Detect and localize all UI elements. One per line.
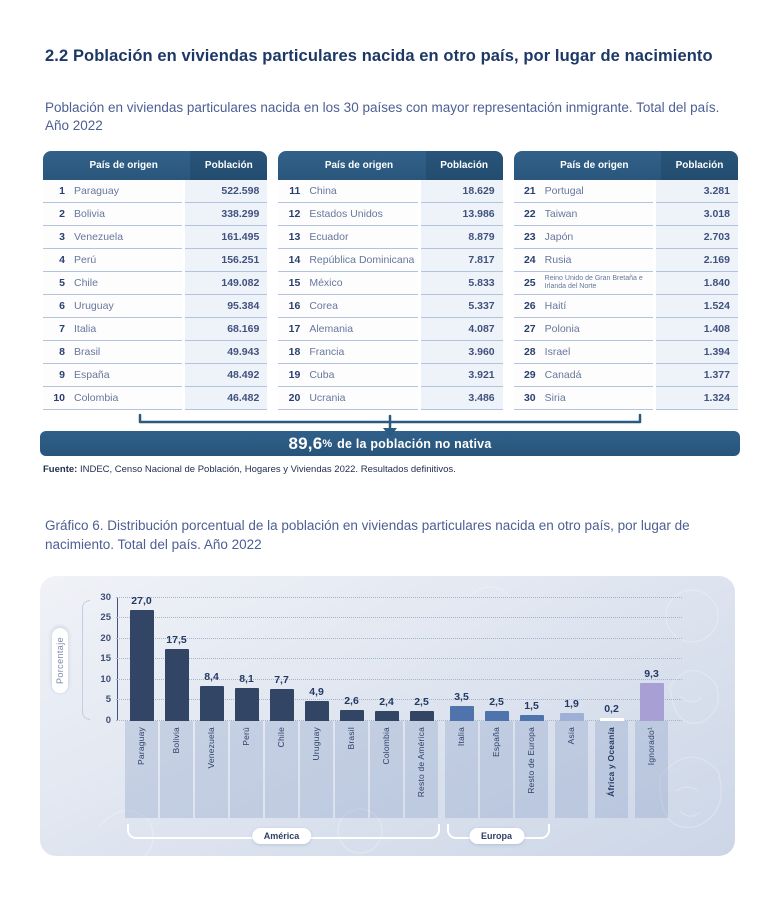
tables-to-banner-bracket bbox=[43, 413, 738, 437]
bar bbox=[600, 703, 624, 721]
x-axis-label: Colombia bbox=[381, 726, 392, 765]
column-header-country: País de origen bbox=[324, 160, 394, 172]
source-label: Fuente: bbox=[43, 464, 78, 476]
table-row bbox=[278, 180, 502, 203]
x-label-band bbox=[515, 721, 548, 818]
rank-cell: 1 bbox=[43, 180, 65, 203]
y-tick-label: 5 bbox=[105, 694, 111, 706]
population-cell: 338.299 bbox=[185, 203, 267, 226]
bar bbox=[485, 695, 509, 721]
bracket-icon bbox=[43, 413, 738, 437]
y-tick-label: 30 bbox=[100, 591, 111, 603]
country-cell: Estados Unidos bbox=[300, 203, 417, 226]
chart-bar-column bbox=[229, 598, 264, 818]
country-table bbox=[43, 151, 267, 410]
population-cell: 48.492 bbox=[185, 364, 267, 387]
rank-cell: 7 bbox=[43, 318, 65, 341]
rank-cell: 13 bbox=[278, 226, 300, 249]
rank-cell: 4 bbox=[43, 249, 65, 272]
table-row bbox=[43, 318, 267, 341]
plot-cell bbox=[369, 598, 404, 721]
table-caption: Población en viviendas particulares nacida en los 30 países con mayor representación inmigrante. Total del país. Año 2022 bbox=[45, 99, 720, 134]
bar bbox=[340, 695, 364, 721]
chart-bar-column bbox=[444, 598, 479, 818]
table-row bbox=[514, 203, 738, 226]
x-label-band bbox=[195, 721, 228, 818]
country-cell: Haití bbox=[536, 295, 653, 318]
x-label-band bbox=[230, 721, 263, 818]
rank-cell: 12 bbox=[278, 203, 300, 226]
population-cell: 3.281 bbox=[656, 180, 738, 203]
table-row bbox=[278, 226, 502, 249]
rank-cell: 10 bbox=[43, 387, 65, 410]
plot-cell bbox=[159, 598, 194, 721]
rank-cell: 28 bbox=[514, 341, 536, 364]
population-cell: 13.986 bbox=[421, 203, 503, 226]
population-cell: 1.840 bbox=[656, 272, 738, 295]
bar bbox=[640, 667, 664, 721]
plot-cell bbox=[594, 598, 629, 721]
rank-cell: 5 bbox=[43, 272, 65, 295]
y-tick-label: 0 bbox=[105, 714, 111, 726]
plot-cell bbox=[514, 598, 549, 721]
table-row bbox=[43, 249, 267, 272]
x-label-band bbox=[595, 721, 628, 818]
table-row bbox=[278, 295, 502, 318]
chart-bar-column bbox=[334, 598, 369, 818]
table-row bbox=[514, 341, 738, 364]
country-cell: Bolivia bbox=[65, 203, 182, 226]
population-cell: 1.324 bbox=[656, 387, 738, 410]
section-number: 2.2 bbox=[45, 47, 69, 65]
country-cell: Alemania bbox=[300, 318, 417, 341]
table-row bbox=[278, 341, 502, 364]
rank-cell: 22 bbox=[514, 203, 536, 226]
rank-cell: 30 bbox=[514, 387, 536, 410]
population-cell: 1.524 bbox=[656, 295, 738, 318]
bar bbox=[270, 674, 294, 721]
country-cell: Japón bbox=[536, 226, 653, 249]
source-note bbox=[43, 464, 770, 475]
x-axis-label: África y Oceanía bbox=[606, 726, 617, 797]
country-table bbox=[514, 151, 738, 410]
chart-bar-column bbox=[369, 598, 404, 818]
population-cell: 4.087 bbox=[421, 318, 503, 341]
table-row bbox=[278, 272, 502, 295]
country-cell: Italia bbox=[65, 318, 182, 341]
table-row bbox=[278, 318, 502, 341]
x-axis-label: Asia bbox=[566, 726, 577, 745]
chart-bar-column bbox=[514, 598, 549, 818]
rank-cell: 6 bbox=[43, 295, 65, 318]
plot-cell bbox=[444, 598, 479, 721]
country-cell: Paraguay bbox=[65, 180, 182, 203]
section-heading bbox=[45, 45, 725, 68]
country-cell: Venezuela bbox=[65, 226, 182, 249]
y-tick-label: 25 bbox=[100, 612, 111, 624]
population-cell: 5.337 bbox=[421, 295, 503, 318]
group-label-pill: Europa bbox=[469, 828, 524, 844]
bar-value-label: 4,9 bbox=[309, 685, 324, 698]
country-cell: Francia bbox=[300, 341, 417, 364]
table-row bbox=[514, 318, 738, 341]
population-cell: 49.943 bbox=[185, 341, 267, 364]
bar-value-label: 2,4 bbox=[379, 695, 394, 708]
x-label-band bbox=[405, 721, 438, 818]
table-row bbox=[514, 272, 738, 295]
x-label-band bbox=[370, 721, 403, 818]
bar-value-label: 8,1 bbox=[239, 672, 254, 685]
population-cell: 156.251 bbox=[185, 249, 267, 272]
chart-bar-column bbox=[404, 598, 439, 818]
bar bbox=[520, 699, 544, 721]
bar-value-label: 9,3 bbox=[644, 667, 659, 680]
section-title: Población en viviendas particulares nacida en otro país, por lugar de nacimiento bbox=[72, 47, 713, 65]
country-cell: Rusia bbox=[536, 249, 653, 272]
bar-value-label: 27,0 bbox=[131, 595, 152, 608]
bar-value-label: 1,9 bbox=[564, 698, 579, 711]
country-cell: Polonia bbox=[536, 318, 653, 341]
rank-cell: 27 bbox=[514, 318, 536, 341]
bar-value-label: 1,5 bbox=[524, 699, 539, 712]
chart-bar-column bbox=[264, 598, 299, 818]
country-cell: México bbox=[300, 272, 417, 295]
y-axis-title: Porcentaje bbox=[52, 628, 68, 693]
x-label-band bbox=[160, 721, 193, 818]
x-axis-label: Resto de Europa bbox=[526, 726, 537, 794]
x-axis-label: Chile bbox=[276, 726, 287, 748]
table-row bbox=[43, 272, 267, 295]
column-header-country: País de origen bbox=[89, 160, 158, 172]
rank-cell: 16 bbox=[278, 295, 300, 318]
population-cell: 3.921 bbox=[421, 364, 503, 387]
population-cell: 1.377 bbox=[656, 364, 738, 387]
bar bbox=[200, 671, 224, 720]
population-cell: 1.408 bbox=[656, 318, 738, 341]
table-row bbox=[514, 180, 738, 203]
bar-value-label: 2,5 bbox=[489, 695, 504, 708]
country-cell: Canadá bbox=[536, 364, 653, 387]
rank-cell: 17 bbox=[278, 318, 300, 341]
x-axis-label: Paraguay bbox=[136, 726, 147, 765]
country-cell: Colombia bbox=[65, 387, 182, 410]
country-cell: Brasil bbox=[65, 341, 182, 364]
bar bbox=[375, 695, 399, 721]
plot-cell bbox=[194, 598, 229, 721]
x-label-band bbox=[265, 721, 298, 818]
country-tables bbox=[43, 151, 738, 410]
x-axis-label: Brasil bbox=[346, 726, 357, 750]
y-tick-label: 15 bbox=[100, 653, 111, 665]
banner-value: 89,6 bbox=[288, 433, 323, 453]
population-cell: 149.082 bbox=[185, 272, 267, 295]
table-row bbox=[43, 341, 267, 364]
rank-cell: 15 bbox=[278, 272, 300, 295]
table-row bbox=[43, 203, 267, 226]
chart-bar-column bbox=[194, 598, 229, 818]
chart-bar-column bbox=[554, 598, 589, 818]
banner-text: de la población no nativa bbox=[337, 436, 492, 451]
rank-cell: 8 bbox=[43, 341, 65, 364]
bar bbox=[410, 695, 434, 721]
chart-bar-column bbox=[159, 598, 194, 818]
rank-cell: 26 bbox=[514, 295, 536, 318]
table-header bbox=[43, 151, 267, 180]
population-cell: 8.879 bbox=[421, 226, 503, 249]
column-header-population: Población bbox=[426, 151, 503, 180]
x-axis-label: Venezuela bbox=[206, 726, 217, 769]
plot-cell bbox=[229, 598, 264, 721]
population-cell: 18.629 bbox=[421, 180, 503, 203]
table-row bbox=[43, 364, 267, 387]
population-cell: 68.169 bbox=[185, 318, 267, 341]
bar-value-label: 17,5 bbox=[166, 634, 187, 647]
population-cell: 3.018 bbox=[656, 203, 738, 226]
rank-cell: 29 bbox=[514, 364, 536, 387]
plot-cell bbox=[554, 598, 589, 721]
bar bbox=[450, 691, 474, 720]
bar bbox=[235, 672, 259, 721]
country-cell: Chile bbox=[65, 272, 182, 295]
bar-value-label: 7,7 bbox=[274, 674, 289, 687]
x-label-band bbox=[635, 721, 668, 818]
population-cell: 5.833 bbox=[421, 272, 503, 295]
plot-cell bbox=[264, 598, 299, 721]
plot-cell bbox=[634, 598, 669, 721]
country-cell: España bbox=[65, 364, 182, 387]
x-label-band bbox=[335, 721, 368, 818]
x-label-band bbox=[480, 721, 513, 818]
chart-panel bbox=[40, 576, 735, 856]
bar bbox=[560, 698, 584, 721]
table-header bbox=[514, 151, 738, 180]
y-tick-label: 20 bbox=[100, 632, 111, 644]
bar bbox=[130, 595, 154, 721]
population-cell: 3.960 bbox=[421, 341, 503, 364]
column-header-country: País de origen bbox=[560, 160, 629, 172]
x-axis-label: Perú bbox=[241, 726, 252, 746]
table-row bbox=[278, 364, 502, 387]
column-header-population: Población bbox=[661, 151, 738, 180]
chart-bar-column bbox=[634, 598, 669, 818]
population-cell: 3.486 bbox=[421, 387, 503, 410]
plot-cell bbox=[334, 598, 369, 721]
plot-cell bbox=[124, 595, 159, 721]
table-row bbox=[514, 249, 738, 272]
column-header-population: Población bbox=[190, 151, 267, 180]
x-axis-label: Italia bbox=[456, 726, 467, 746]
x-label-band bbox=[125, 721, 158, 818]
table-row bbox=[514, 387, 738, 410]
table-row bbox=[514, 226, 738, 249]
chart-bar-column bbox=[594, 598, 629, 818]
source-text: INDEC, Censo Nacional de Población, Hogares y Viviendas 2022. Resultados definitivos. bbox=[79, 464, 456, 476]
group-label-pill: América bbox=[252, 828, 312, 844]
country-cell: Israel bbox=[536, 341, 653, 364]
plot-cell bbox=[479, 598, 514, 721]
bar-value-label: 2,6 bbox=[344, 695, 359, 708]
rank-cell: 3 bbox=[43, 226, 65, 249]
bar bbox=[305, 685, 329, 721]
rank-cell: 25 bbox=[514, 272, 536, 295]
x-axis-label: Ignorado¹ bbox=[646, 726, 657, 765]
bar-value-label: 8,4 bbox=[204, 671, 219, 684]
bar-value-label: 2,5 bbox=[414, 695, 429, 708]
population-cell: 7.817 bbox=[421, 249, 503, 272]
bar bbox=[165, 634, 189, 721]
population-cell: 2.169 bbox=[656, 249, 738, 272]
country-table bbox=[278, 151, 502, 410]
chart-title: Gráfico 6. Distribución porcentual de la población en viviendas particulares nacida en otro país, por lugar de nacimiento. Total del país. Año 2022 bbox=[45, 518, 690, 552]
bar-value-label: 0,2 bbox=[604, 703, 619, 716]
country-cell: Ucrania bbox=[300, 387, 417, 410]
y-axis-line bbox=[117, 598, 118, 721]
country-cell: Taiwan bbox=[536, 203, 653, 226]
table-row bbox=[278, 387, 502, 410]
rank-cell: 20 bbox=[278, 387, 300, 410]
rank-cell: 9 bbox=[43, 364, 65, 387]
table-row bbox=[514, 295, 738, 318]
bar-value-label: 3,5 bbox=[454, 691, 469, 704]
x-axis-label: Bolivia bbox=[171, 726, 182, 754]
country-cell: Portugal bbox=[536, 180, 653, 203]
population-cell: 1.394 bbox=[656, 341, 738, 364]
rank-cell: 21 bbox=[514, 180, 536, 203]
chart-columns bbox=[124, 595, 669, 818]
population-cell: 161.495 bbox=[185, 226, 267, 249]
table-row bbox=[43, 226, 267, 249]
country-cell: Reino Unido de Gran Bretaña e Irlanda del Norte bbox=[536, 272, 653, 295]
rank-cell: 23 bbox=[514, 226, 536, 249]
rank-cell: 24 bbox=[514, 249, 536, 272]
x-axis-label: España bbox=[491, 726, 502, 757]
country-cell: Cuba bbox=[300, 364, 417, 387]
population-cell: 95.384 bbox=[185, 295, 267, 318]
chart-bar-column bbox=[479, 598, 514, 818]
rank-cell: 2 bbox=[43, 203, 65, 226]
table-header bbox=[278, 151, 502, 180]
banner-percent-sign: % bbox=[322, 437, 333, 450]
country-cell: Perú bbox=[65, 249, 182, 272]
x-label-band bbox=[445, 721, 478, 818]
country-cell: Corea bbox=[300, 295, 417, 318]
country-cell: Ecuador bbox=[300, 226, 417, 249]
population-cell: 2.703 bbox=[656, 226, 738, 249]
population-cell: 46.482 bbox=[185, 387, 267, 410]
rank-cell: 11 bbox=[278, 180, 300, 203]
x-axis-label: Resto de América bbox=[416, 726, 427, 798]
rank-cell: 18 bbox=[278, 341, 300, 364]
rank-cell: 19 bbox=[278, 364, 300, 387]
country-cell: Uruguay bbox=[65, 295, 182, 318]
y-tick-label: 10 bbox=[100, 673, 111, 685]
plot-cell bbox=[404, 598, 439, 721]
x-label-band bbox=[555, 721, 588, 818]
country-cell: Siria bbox=[536, 387, 653, 410]
table-row bbox=[278, 249, 502, 272]
chart-bar-column bbox=[299, 598, 334, 818]
table-row bbox=[43, 387, 267, 410]
plot-cell bbox=[299, 598, 334, 721]
country-cell: China bbox=[300, 180, 417, 203]
table-row bbox=[43, 295, 267, 318]
population-cell: 522.598 bbox=[185, 180, 267, 203]
table-row bbox=[43, 180, 267, 203]
country-cell: República Dominicana bbox=[300, 249, 417, 272]
rank-cell: 14 bbox=[278, 249, 300, 272]
table-row bbox=[514, 364, 738, 387]
chart-bar-column bbox=[124, 595, 159, 818]
x-label-band bbox=[300, 721, 333, 818]
table-row bbox=[278, 203, 502, 226]
x-axis-label: Uruguay bbox=[311, 726, 322, 761]
